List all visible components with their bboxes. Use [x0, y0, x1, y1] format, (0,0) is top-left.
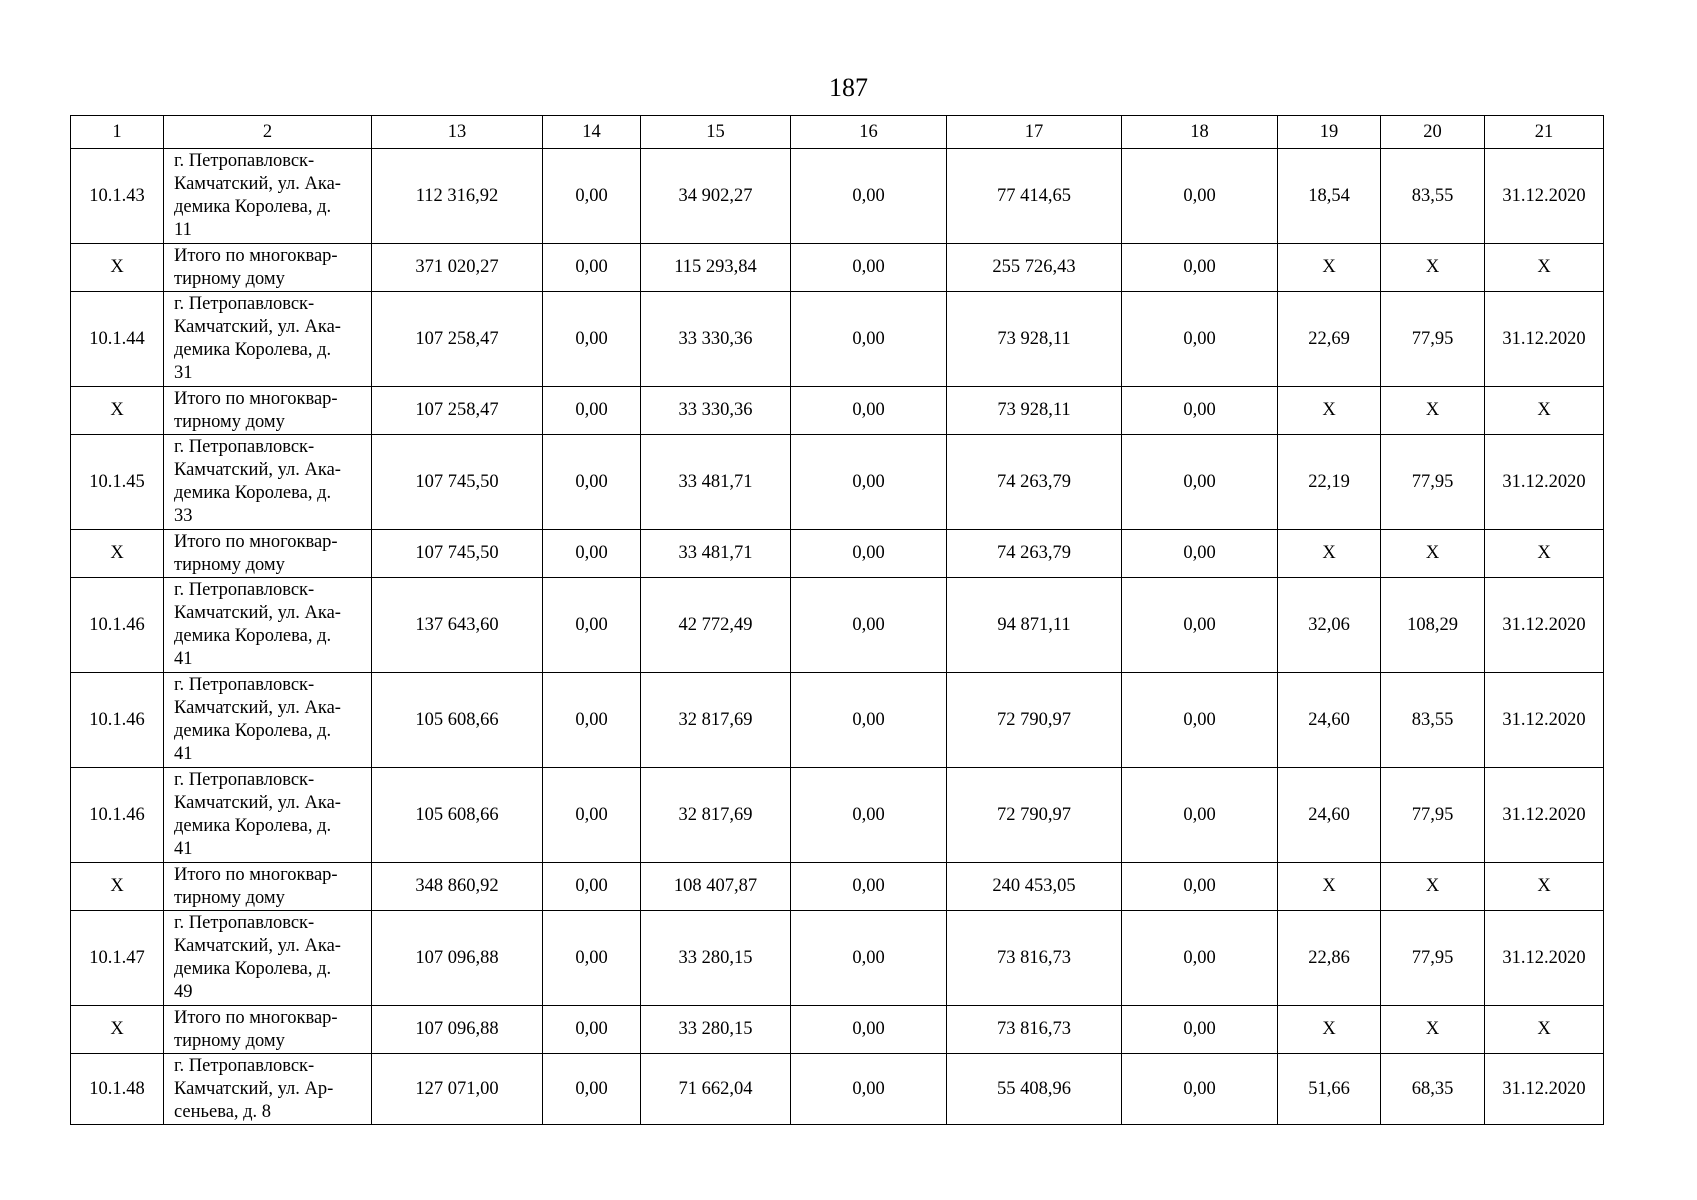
row-number-cell: 10.1.48: [71, 1054, 164, 1125]
value-cell: 77,95: [1381, 435, 1485, 530]
value-cell: 0,00: [543, 244, 641, 292]
value-cell: 33 330,36: [641, 387, 791, 435]
table-row-total: [71, 244, 1604, 292]
address-cell: Итого по многоквар- тирному дому: [164, 530, 372, 578]
header-cell: 18: [1122, 116, 1278, 149]
value-cell: 371 020,27: [372, 244, 543, 292]
value-cell: 51,66: [1278, 1054, 1381, 1125]
value-cell: 0,00: [543, 673, 641, 768]
value-cell: 127 071,00: [372, 1054, 543, 1125]
header-cell: 21: [1485, 116, 1604, 149]
table-row: [71, 578, 1604, 673]
row-number-cell: 10.1.46: [71, 578, 164, 673]
value-cell: 83,55: [1381, 149, 1485, 244]
row-number-cell: Х: [71, 387, 164, 435]
value-cell: 115 293,84: [641, 244, 791, 292]
value-cell: 18,54: [1278, 149, 1381, 244]
value-cell: 107 096,88: [372, 911, 543, 1006]
value-cell: 0,00: [543, 863, 641, 911]
value-cell: Х: [1485, 244, 1604, 292]
value-cell: 0,00: [1122, 768, 1278, 863]
value-cell: 0,00: [1122, 911, 1278, 1006]
value-cell: Х: [1485, 530, 1604, 578]
value-cell: Х: [1381, 863, 1485, 911]
value-cell: 72 790,97: [947, 768, 1122, 863]
table-row: [71, 1054, 1604, 1125]
row-number-cell: Х: [71, 530, 164, 578]
value-cell: 74 263,79: [947, 435, 1122, 530]
value-cell: 31.12.2020: [1485, 768, 1604, 863]
value-cell: 0,00: [791, 768, 947, 863]
value-cell: 33 280,15: [641, 911, 791, 1006]
value-cell: 55 408,96: [947, 1054, 1122, 1125]
value-cell: 0,00: [791, 673, 947, 768]
value-cell: 68,35: [1381, 1054, 1485, 1125]
value-cell: 0,00: [1122, 673, 1278, 768]
row-number-cell: Х: [71, 1006, 164, 1054]
table-row: [71, 435, 1604, 530]
value-cell: 77 414,65: [947, 149, 1122, 244]
value-cell: 0,00: [1122, 387, 1278, 435]
value-cell: 107 258,47: [372, 292, 543, 387]
value-cell: Х: [1278, 863, 1381, 911]
value-cell: 73 816,73: [947, 1006, 1122, 1054]
value-cell: 31.12.2020: [1485, 149, 1604, 244]
value-cell: 0,00: [791, 863, 947, 911]
value-cell: 0,00: [1122, 1006, 1278, 1054]
value-cell: 348 860,92: [372, 863, 543, 911]
value-cell: 22,86: [1278, 911, 1381, 1006]
value-cell: 74 263,79: [947, 530, 1122, 578]
table-body: [71, 116, 1604, 1125]
value-cell: 0,00: [791, 1006, 947, 1054]
address-cell: Итого по многоквар- тирному дому: [164, 863, 372, 911]
value-cell: 107 096,88: [372, 1006, 543, 1054]
row-number-cell: 10.1.46: [71, 768, 164, 863]
table-row: [71, 911, 1604, 1006]
value-cell: 33 280,15: [641, 1006, 791, 1054]
table-row-total: [71, 863, 1604, 911]
value-cell: 240 453,05: [947, 863, 1122, 911]
row-number-cell: Х: [71, 244, 164, 292]
value-cell: 31.12.2020: [1485, 435, 1604, 530]
value-cell: 32 817,69: [641, 768, 791, 863]
value-cell: 112 316,92: [372, 149, 543, 244]
value-cell: 137 643,60: [372, 578, 543, 673]
value-cell: Х: [1381, 530, 1485, 578]
value-cell: 73 928,11: [947, 387, 1122, 435]
header-cell: 14: [543, 116, 641, 149]
header-cell: 15: [641, 116, 791, 149]
value-cell: 0,00: [543, 911, 641, 1006]
value-cell: 0,00: [791, 435, 947, 530]
table-row: [71, 673, 1604, 768]
value-cell: 0,00: [1122, 435, 1278, 530]
row-number-cell: 10.1.43: [71, 149, 164, 244]
address-cell: г. Петропавловск- Камчатский, ул. Ака- демика Королева, д. 41: [164, 578, 372, 673]
value-cell: 24,60: [1278, 673, 1381, 768]
table-row-total: [71, 387, 1604, 435]
page-number: 187: [829, 73, 868, 102]
header-cell: 20: [1381, 116, 1485, 149]
value-cell: 22,69: [1278, 292, 1381, 387]
address-cell: г. Петропавловск- Камчатский, ул. Ака- демика Королева, д. 11: [164, 149, 372, 244]
value-cell: 108 407,87: [641, 863, 791, 911]
row-number-cell: 10.1.46: [71, 673, 164, 768]
address-cell: Итого по многоквар- тирному дому: [164, 387, 372, 435]
value-cell: 0,00: [791, 1054, 947, 1125]
header-cell: 2: [164, 116, 372, 149]
value-cell: 0,00: [543, 530, 641, 578]
value-cell: Х: [1485, 1006, 1604, 1054]
value-cell: 105 608,66: [372, 673, 543, 768]
value-cell: 31.12.2020: [1485, 673, 1604, 768]
value-cell: 0,00: [543, 578, 641, 673]
value-cell: Х: [1278, 387, 1381, 435]
value-cell: 0,00: [543, 768, 641, 863]
value-cell: 24,60: [1278, 768, 1381, 863]
address-cell: г. Петропавловск- Камчатский, ул. Ар- сеньева, д. 8: [164, 1054, 372, 1125]
value-cell: 32 817,69: [641, 673, 791, 768]
value-cell: 0,00: [791, 530, 947, 578]
value-cell: Х: [1278, 530, 1381, 578]
value-cell: 42 772,49: [641, 578, 791, 673]
header-cell: 17: [947, 116, 1122, 149]
value-cell: 0,00: [543, 1006, 641, 1054]
row-number-cell: 10.1.47: [71, 911, 164, 1006]
value-cell: 0,00: [791, 244, 947, 292]
value-cell: 77,95: [1381, 768, 1485, 863]
value-cell: Х: [1485, 387, 1604, 435]
header-cell: 1: [71, 116, 164, 149]
value-cell: 34 902,27: [641, 149, 791, 244]
value-cell: 33 481,71: [641, 435, 791, 530]
value-cell: 0,00: [791, 387, 947, 435]
value-cell: 0,00: [1122, 863, 1278, 911]
value-cell: Х: [1485, 863, 1604, 911]
value-cell: 31.12.2020: [1485, 911, 1604, 1006]
value-cell: 0,00: [543, 292, 641, 387]
value-cell: 22,19: [1278, 435, 1381, 530]
value-cell: 108,29: [1381, 578, 1485, 673]
value-cell: 73 928,11: [947, 292, 1122, 387]
address-cell: г. Петропавловск- Камчатский, ул. Ака- демика Королева, д. 49: [164, 911, 372, 1006]
value-cell: Х: [1381, 387, 1485, 435]
address-cell: Итого по многоквар- тирному дому: [164, 1006, 372, 1054]
address-cell: г. Петропавловск- Камчатский, ул. Ака- демика Королева, д. 41: [164, 673, 372, 768]
table-row: [71, 292, 1604, 387]
row-number-cell: Х: [71, 863, 164, 911]
value-cell: 0,00: [543, 387, 641, 435]
table-row-total: [71, 530, 1604, 578]
value-cell: 0,00: [791, 578, 947, 673]
table-row-total: [71, 1006, 1604, 1054]
address-cell: г. Петропавловск- Камчатский, ул. Ака- демика Королева, д. 33: [164, 435, 372, 530]
value-cell: 83,55: [1381, 673, 1485, 768]
row-number-cell: 10.1.44: [71, 292, 164, 387]
value-cell: 31.12.2020: [1485, 578, 1604, 673]
header-cell: 16: [791, 116, 947, 149]
value-cell: Х: [1381, 244, 1485, 292]
address-cell: г. Петропавловск- Камчатский, ул. Ака- демика Королева, д. 41: [164, 768, 372, 863]
value-cell: 107 745,50: [372, 530, 543, 578]
value-cell: 0,00: [791, 911, 947, 1006]
value-cell: 77,95: [1381, 292, 1485, 387]
value-cell: 0,00: [1122, 1054, 1278, 1125]
header-cell: 19: [1278, 116, 1381, 149]
header-row: [71, 116, 1604, 149]
address-cell: Итого по многоквар- тирному дому: [164, 244, 372, 292]
value-cell: 0,00: [1122, 578, 1278, 673]
table-row: [71, 768, 1604, 863]
value-cell: 0,00: [1122, 149, 1278, 244]
value-cell: 0,00: [791, 292, 947, 387]
value-cell: Х: [1278, 244, 1381, 292]
value-cell: 0,00: [543, 1054, 641, 1125]
value-cell: 107 258,47: [372, 387, 543, 435]
data-table: [70, 115, 1604, 1125]
value-cell: 72 790,97: [947, 673, 1122, 768]
row-number-cell: 10.1.45: [71, 435, 164, 530]
value-cell: 31.12.2020: [1485, 1054, 1604, 1125]
value-cell: 255 726,43: [947, 244, 1122, 292]
value-cell: 33 481,71: [641, 530, 791, 578]
value-cell: 94 871,11: [947, 578, 1122, 673]
value-cell: Х: [1278, 1006, 1381, 1054]
address-cell: г. Петропавловск- Камчатский, ул. Ака- демика Королева, д. 31: [164, 292, 372, 387]
value-cell: 77,95: [1381, 911, 1485, 1006]
value-cell: 107 745,50: [372, 435, 543, 530]
header-cell: 13: [372, 116, 543, 149]
value-cell: 0,00: [543, 435, 641, 530]
value-cell: 0,00: [791, 149, 947, 244]
value-cell: 0,00: [1122, 292, 1278, 387]
table-row: [71, 149, 1604, 244]
value-cell: 73 816,73: [947, 911, 1122, 1006]
value-cell: 31.12.2020: [1485, 292, 1604, 387]
value-cell: 33 330,36: [641, 292, 791, 387]
value-cell: 71 662,04: [641, 1054, 791, 1125]
value-cell: 0,00: [1122, 244, 1278, 292]
value-cell: 0,00: [1122, 530, 1278, 578]
value-cell: 32,06: [1278, 578, 1381, 673]
value-cell: 105 608,66: [372, 768, 543, 863]
value-cell: Х: [1381, 1006, 1485, 1054]
value-cell: 0,00: [543, 149, 641, 244]
